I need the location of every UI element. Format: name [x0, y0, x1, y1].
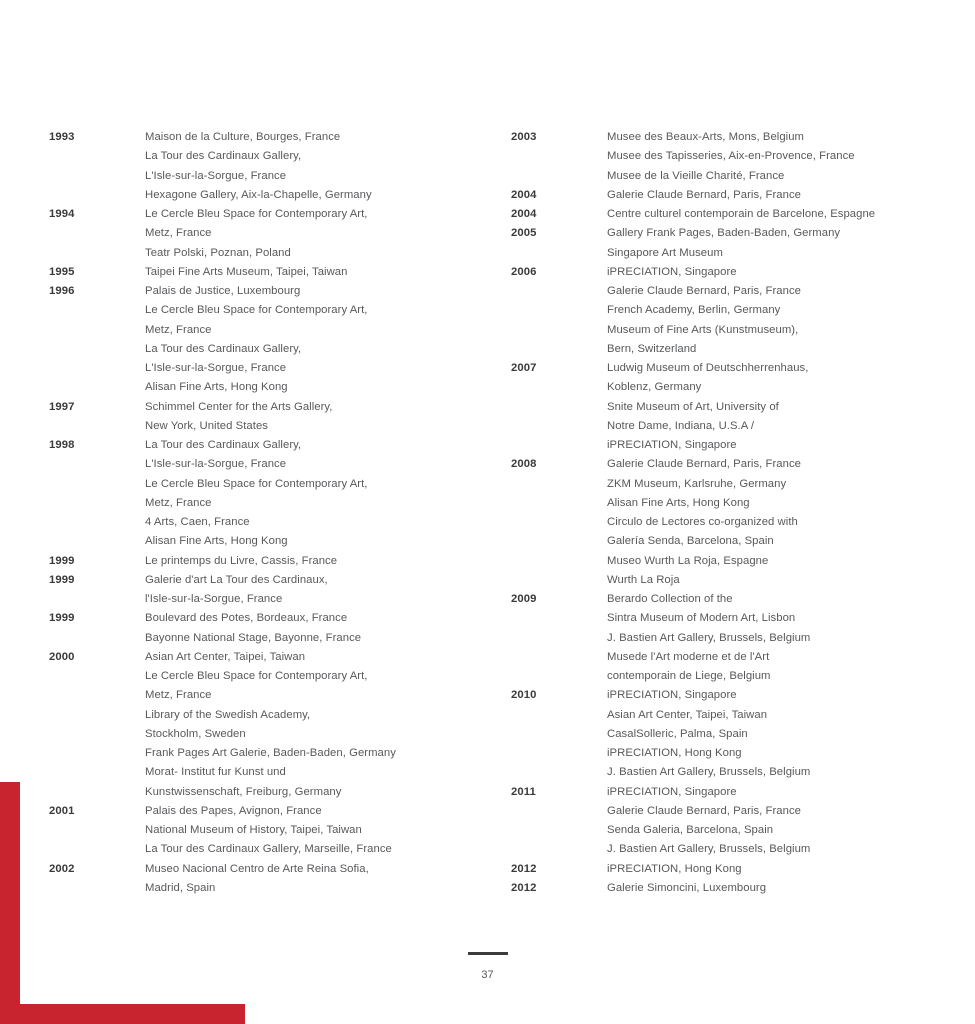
entry-venue-line: Centre culturel contemporain de Barcelone, Espagne [607, 208, 876, 220]
entry-year: 2004 [511, 208, 537, 220]
entry-venue-line: Metz, France [145, 323, 212, 336]
entry-venue-line: Le printemps du Livre, Cassis, France [145, 554, 338, 567]
entry-year: 1997 [49, 400, 75, 413]
entry-venue-line: iPRECIATION, Singapore [607, 439, 737, 451]
entry-venue-line: Alisan Fine Arts, Hong Kong [145, 535, 288, 548]
entry-venue-lines [145, 282, 479, 398]
chronology-entry [511, 783, 941, 860]
entry-venue-line: iPRECIATION, Hong Kong [607, 862, 742, 875]
chronology-entry [511, 686, 941, 782]
entry-venue-lines [145, 398, 479, 437]
entry-venue-line: Ludwig Museum of Deutschherrenhaus, [607, 362, 809, 374]
entry-venue-lines [607, 590, 941, 686]
entry-year: 2001 [49, 804, 75, 817]
chronology-entry [49, 552, 479, 571]
chronology-entry [511, 224, 941, 263]
chronology-entry [49, 282, 479, 398]
chronology-entry [49, 609, 479, 648]
entry-year: 1999 [49, 573, 75, 586]
entry-venue-line: J. Bastien Art Gallery, Brussels, Belgium [607, 843, 811, 856]
entry-year: 1996 [49, 285, 75, 297]
entry-venue-lines [607, 860, 941, 879]
entry-venue-line: Stockholm, Sweden [145, 727, 246, 740]
chronology-entry [49, 398, 479, 437]
entry-year: 2002 [49, 862, 75, 875]
entry-venue-line: Bayonne National Stage, Bayonne, France [145, 631, 362, 644]
entry-venue-line: Circulo de Lectores co-organized with [607, 516, 798, 528]
chronology-entry [49, 648, 479, 802]
entry-venue-line: Galerie Claude Bernard, Paris, France [607, 458, 801, 471]
entry-venue-lines [607, 359, 941, 455]
entry-venue-lines [145, 552, 479, 571]
entry-year: 2011 [511, 785, 536, 798]
entry-venue-line: Le Cercle Bleu Space for Contemporary Art, [145, 208, 368, 220]
entry-venue-lines [607, 879, 941, 898]
chronology-entry [511, 860, 941, 879]
entry-venue-line: J. Bastien Art Gallery, Brussels, Belgium [607, 766, 811, 779]
entry-venue-line: CasalSolleric, Palma, Spain [607, 727, 748, 740]
entry-venue-line: La Tour des Cardinaux Gallery, Marseille, France [145, 843, 392, 856]
entry-venue-line: Teatr Polski, Poznan, Poland [145, 246, 291, 259]
entry-year: 2012 [511, 862, 537, 875]
entry-venue-line: Galerie d'art La Tour des Cardinaux, [145, 573, 328, 586]
chronology-entry [511, 128, 941, 186]
entry-year: 2007 [511, 362, 537, 374]
entry-venue-lines [145, 609, 479, 648]
entry-venue-line: Metz, France [145, 689, 212, 702]
entry-venue-line: Schimmel Center for the Arts Gallery, [145, 400, 333, 413]
entry-venue-line: La Tour des Cardinaux Gallery, [145, 439, 302, 451]
entry-venue-line: Sintra Museum of Modern Art, Lisbon [607, 612, 796, 625]
entry-venue-line: Galerie Simoncini, Luxembourg [607, 881, 767, 894]
entry-year: 2004 [511, 188, 537, 201]
chronology-entry [49, 205, 479, 263]
entry-venue-line: Galerie Claude Bernard, Paris, France [607, 804, 801, 817]
entry-venue-line: Wurth La Roja [607, 573, 680, 586]
entry-year: 2012 [511, 881, 537, 894]
entry-venue-line: Morat- Institut fur Kunst und [145, 766, 286, 779]
entry-venue-line: Metz, France [145, 227, 212, 240]
entry-venue-lines [607, 455, 941, 590]
chronology-entry [511, 590, 941, 686]
entry-year: 2006 [511, 265, 537, 278]
entry-venue-line: iPRECIATION, Singapore [607, 265, 737, 278]
entry-year: 2010 [511, 689, 537, 702]
entry-venue-lines [145, 571, 479, 610]
chronology-entry [49, 436, 479, 552]
chronology-column-left [49, 128, 479, 898]
entry-venue-line: Madrid, Spain [145, 881, 216, 894]
entry-year: 1995 [49, 265, 75, 278]
entry-venue-line: Musede l'Art moderne et de l'Art [607, 650, 770, 663]
entry-venue-line: Alisan Fine Arts, Hong Kong [607, 496, 750, 509]
entry-venue-lines [145, 128, 479, 205]
entry-venue-line: Palais des Papes, Avignon, France [145, 804, 322, 817]
entry-venue-line: L'Isle-sur-la-Sorgue, France [145, 362, 287, 374]
entry-venue-line: iPRECIATION, Singapore [607, 689, 737, 702]
entry-venue-line: Maison de la Culture, Bourges, France [145, 131, 341, 143]
entry-venue-lines [607, 186, 941, 205]
footer-rule [468, 952, 508, 955]
entry-venue-lines [607, 686, 941, 782]
entry-venue-line: Notre Dame, Indiana, U.S.A / [607, 419, 755, 432]
entry-venue-line: iPRECIATION, Hong Kong [607, 747, 742, 759]
entry-venue-line: Snite Museum of Art, University of [607, 400, 779, 413]
entry-venue-line: Galería Senda, Barcelona, Spain [607, 535, 774, 548]
entry-venue-line: Le Cercle Bleu Space for Contemporary Art, [145, 670, 368, 682]
entry-venue-lines [145, 205, 479, 263]
entry-venue-line: Koblenz, Germany [607, 381, 702, 394]
entry-venue-line: contemporain de Liege, Belgium [607, 670, 771, 682]
entry-venue-line: Asian Art Center, Taipei, Taiwan [145, 650, 306, 663]
red-horizontal-bar [0, 1004, 245, 1024]
entry-venue-line: La Tour des Cardinaux Gallery, [145, 342, 302, 355]
chronology-column-right [511, 128, 941, 898]
entry-venue-line: New York, United States [145, 419, 268, 432]
entry-venue-lines [607, 224, 941, 263]
entry-venue-line: J. Bastien Art Gallery, Brussels, Belgium [607, 631, 811, 644]
entry-venue-line: Library of the Swedish Academy, [145, 708, 311, 721]
chronology-entry [49, 571, 479, 610]
entry-venue-line: L'Isle-sur-la-Sorgue, France [145, 458, 287, 471]
entry-venue-line: Galerie Claude Bernard, Paris, France [607, 285, 801, 297]
entry-venue-line: Frank Pages Art Galerie, Baden-Baden, Germany [145, 747, 396, 759]
entry-venue-line: Asian Art Center, Taipei, Taiwan [607, 708, 768, 721]
chronology-entry [49, 263, 479, 282]
entry-year: 2008 [511, 458, 537, 471]
entry-venue-lines [145, 436, 479, 552]
entry-venue-lines [145, 860, 479, 899]
entry-venue-line: Bern, Switzerland [607, 342, 697, 355]
entry-year: 1994 [49, 208, 75, 220]
entry-year: 1998 [49, 439, 75, 451]
entry-venue-line: Galerie Claude Bernard, Paris, France [607, 188, 801, 201]
entry-venue-lines [145, 802, 479, 860]
chronology-entry [511, 879, 941, 898]
entry-venue-line: Taipei Fine Arts Museum, Taipei, Taiwan [145, 265, 348, 278]
entry-venue-line: Museo Wurth La Roja, Espagne [607, 554, 769, 567]
entry-year: 1999 [49, 612, 75, 625]
entry-venue-line: Boulevard des Potes, Bordeaux, France [145, 612, 348, 625]
entry-venue-line: Senda Galeria, Barcelona, Spain [607, 824, 774, 836]
entry-year: 1993 [49, 131, 75, 143]
entry-venue-line: Metz, France [145, 496, 212, 509]
entry-venue-line: French Academy, Berlin, Germany [607, 304, 781, 317]
entry-year: 2000 [49, 650, 75, 663]
entry-venue-line: Le Cercle Bleu Space for Contemporary Art, [145, 304, 368, 317]
entry-venue-line: Gallery Frank Pages, Baden-Baden, Germany [607, 227, 841, 240]
entry-venue-line: Museum of Fine Arts (Kunstmuseum), [607, 323, 799, 336]
entry-venue-line: Singapore Art Museum [607, 246, 723, 259]
entry-venue-line: Le Cercle Bleu Space for Contemporary Art, [145, 477, 368, 490]
entry-venue-line: Musee de la Vieille Charité, France [607, 169, 785, 182]
entry-venue-line: Palais de Justice, Luxembourg [145, 285, 301, 297]
chronology-entry [511, 359, 941, 455]
entry-venue-line: 4 Arts, Caen, France [145, 516, 250, 528]
entry-venue-line: National Museum of History, Taipei, Taiwan [145, 824, 362, 836]
entry-year: 2009 [511, 593, 537, 605]
entry-year: 1999 [49, 554, 75, 567]
chronology-entry [511, 205, 941, 224]
entry-venue-line: Kunstwissenschaft, Freiburg, Germany [145, 785, 342, 798]
entry-venue-line: Alisan Fine Arts, Hong Kong [145, 381, 288, 394]
entry-year: 2005 [511, 227, 537, 240]
entry-venue-line: Museo Nacional Centro de Arte Reina Sofia, [145, 862, 369, 875]
page-footer [0, 952, 975, 982]
entry-venue-lines [607, 205, 941, 224]
entry-venue-lines [607, 128, 941, 186]
entry-venue-line: Berardo Collection of the [607, 593, 733, 605]
entry-venue-line: ZKM Museum, Karlsruhe, Germany [607, 477, 787, 490]
entry-venue-line: l'Isle-sur-la-Sorgue, France [145, 593, 283, 605]
chronology-entry [511, 455, 941, 590]
chronology-entry [511, 186, 941, 205]
chronology-entry [49, 802, 479, 860]
entry-venue-lines [607, 263, 941, 359]
entry-venue-line: iPRECIATION, Singapore [607, 785, 737, 798]
entry-venue-line: La Tour des Cardinaux Gallery, [145, 150, 302, 163]
chronology-entry [49, 860, 479, 899]
entry-venue-line: L'Isle-sur-la-Sorgue, France [145, 169, 287, 182]
entry-year: 2003 [511, 131, 537, 143]
entry-venue-lines [607, 783, 941, 860]
entry-venue-line: Hexagone Gallery, Aix-la-Chapelle, Germany [145, 188, 372, 201]
entry-venue-line: Musee des Tapisseries, Aix-en-Provence, France [607, 150, 855, 163]
entry-venue-lines [145, 648, 479, 802]
page-number: 37 [481, 969, 494, 981]
entry-venue-lines [145, 263, 479, 282]
chronology-entry [49, 128, 479, 205]
chronology-entry [511, 263, 941, 359]
entry-venue-line: Musee des Beaux-Arts, Mons, Belgium [607, 131, 805, 143]
